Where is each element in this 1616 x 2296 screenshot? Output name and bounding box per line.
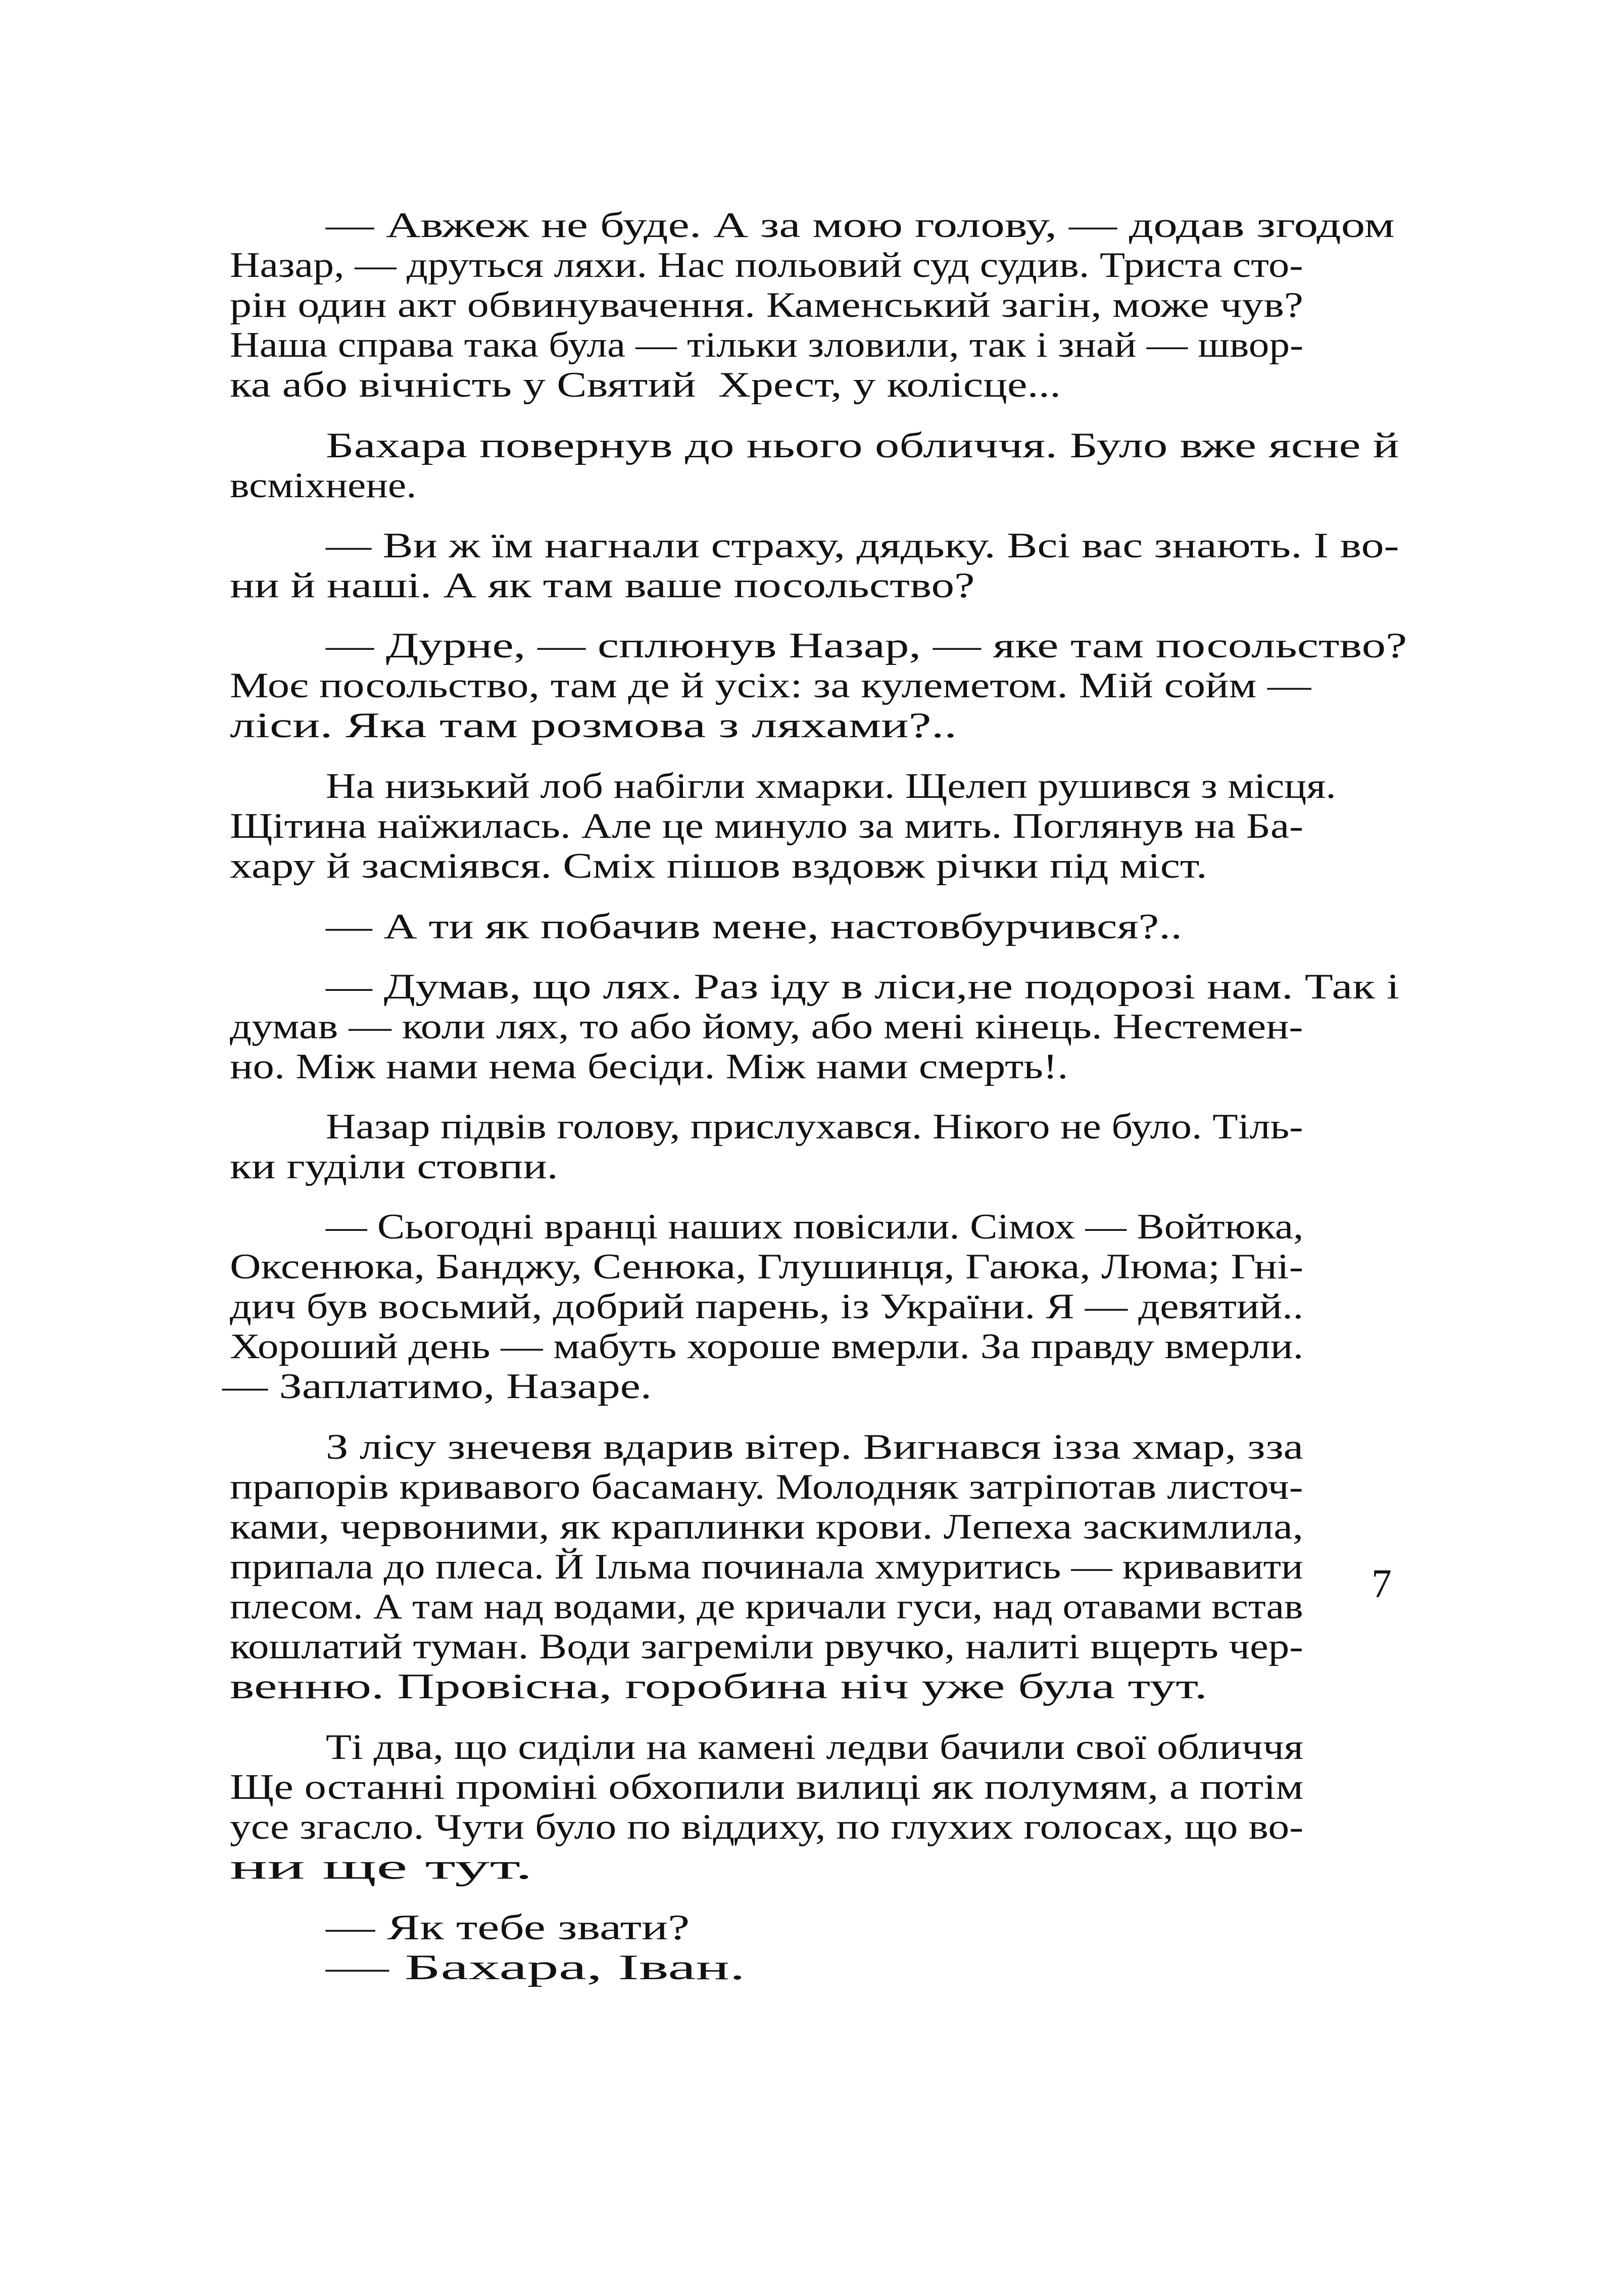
text-line: ни ще тут. — [230, 1847, 533, 1887]
page-number: 7 — [1372, 1562, 1392, 1606]
text-line: — Сьогодні вранці наших повісили. Сімох — Войтюка, — [326, 1207, 1304, 1247]
text-line: кошлатий туман. Води загреміли рвучко, налиті вщерть чер- — [230, 1627, 1303, 1666]
text-line: — Ви ж їм нагнали страху, дядьку. Всі вас знають. І во- — [326, 526, 1399, 565]
text-line: Бахара повернув до нього обличчя. Було вже ясне й — [326, 426, 1399, 465]
text-line: хару й засміявся. Сміх пішов вздовж річки під міст. — [230, 846, 1207, 886]
text-line: Оксенюка, Банджу, Сенюка, Глушинця, Гаюка, Люма; Гні- — [230, 1247, 1304, 1286]
text-line: ка або вічність у Святий Хрест, у колісце... — [230, 365, 1061, 405]
text-line: — Заплатимо, Назаре. — [222, 1367, 652, 1406]
text-line: припала до плеса. Й Ільма починала хмуритись — кривавити — [230, 1547, 1303, 1587]
text-line: всміхнене. — [230, 466, 417, 505]
text-line: думав — коли лях, то або йому, або мені кінець. Нестемен- — [230, 1007, 1303, 1046]
text-line: плесом. А там над водами, де кричали гуси, над отавами встав — [230, 1587, 1303, 1627]
text-line: прапорів кривавого басаману. Молодняк затріпотав листоч- — [230, 1467, 1303, 1507]
text-line: — А ти як побачив мене, настовбурчився?.. — [326, 907, 1183, 946]
text-line: ліси. Яка там розмова з ляхами?.. — [230, 706, 957, 745]
text-line: но. Між нами нема бесіди. Між нами смерть!. — [230, 1047, 1068, 1086]
text-line: — Бахара, Іван. — [326, 1948, 746, 1987]
text-line: Назар, — друться ляхи. Нас польовий суд судив. Триста сто- — [230, 246, 1303, 285]
text-line: ки гуділи стовпи. — [230, 1147, 558, 1186]
text-line: Наша справа така була — тільки зловили, так і знай — швор- — [230, 325, 1304, 365]
text-line: Моє посольство, там де й усіх: за кулеметом. Мій сойм — — [230, 666, 1311, 705]
text-line: Ті два, що сиділи на камені ледви бачили свої обличчя — [326, 1728, 1304, 1767]
text-line: — Дурне, — сплюнув Назар, — яке там посольство? — [326, 626, 1407, 665]
text-line: ни й наші. А як там ваше посольство? — [230, 566, 975, 605]
text-line: Ще останні проміні обхопили вилиці як полумям, а потім — [230, 1767, 1304, 1807]
text-line: дич був восьмий, добрий парень, із України. Я — девятий.. — [230, 1287, 1304, 1326]
text-line: рін один акт обвинувачення. Каменський загін, може чув? — [230, 285, 1304, 325]
text-line: усе згасло. Чути було по віддиху, по глухих голосах, що во- — [230, 1807, 1304, 1847]
text-line: венню. Провісна, горобина ніч уже була тут. — [230, 1667, 1208, 1706]
text-line: Щітина наїжилась. Але це минуло за мить. Поглянув на Ба- — [230, 806, 1303, 846]
text-line: — Як тебе звати? — [326, 1908, 690, 1947]
text-line: — Думав, що лях. Раз іду в ліси,не подорозі нам. Так і — [326, 967, 1400, 1007]
text-line: Назар підвів голову, прислухався. Нікого не було. Тіль- — [326, 1107, 1303, 1146]
text-line: — Авжеж не буде. А за мою голову, — додав згодом — [326, 206, 1395, 245]
text-line: Хороший день — мабуть хороше вмерли. За правду вмерли. — [230, 1327, 1304, 1366]
text-line: ками, червоними, як краплинки крови. Лепеха заскимлила, — [230, 1507, 1303, 1547]
text-line: На низький лоб набігли хмарки. Щелеп рушився з місця. — [326, 767, 1336, 806]
text-line: З лісу знечевя вдарив вітер. Вигнався ізза хмар, зза — [326, 1427, 1304, 1467]
